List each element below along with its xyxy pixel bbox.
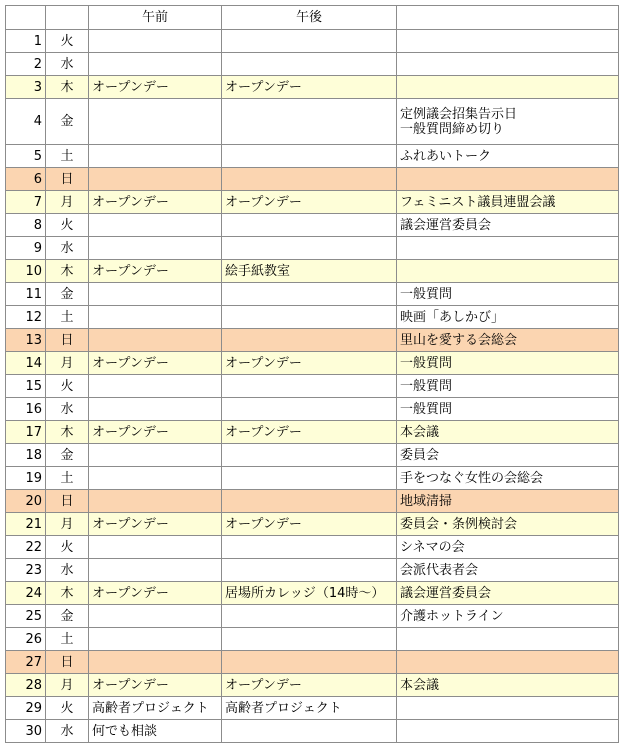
notes-cell: 一般質問 [397, 375, 619, 398]
notes-cell [397, 628, 619, 651]
table-row [6, 145, 619, 168]
table-row [6, 628, 619, 651]
morning-cell [89, 605, 222, 628]
day-cell: 15 [6, 375, 46, 398]
weekday-cell: 日 [46, 651, 89, 674]
afternoon-cell [222, 720, 397, 743]
morning-cell [89, 628, 222, 651]
table-row [6, 467, 619, 490]
weekday-cell: 水 [46, 237, 89, 260]
table-row [6, 30, 619, 53]
day-cell: 28 [6, 674, 46, 697]
afternoon-cell [222, 306, 397, 329]
day-cell: 23 [6, 559, 46, 582]
table-row [6, 536, 619, 559]
notes-cell: 議会運営委員会 [397, 582, 619, 605]
day-cell: 2 [6, 53, 46, 76]
day-cell: 26 [6, 628, 46, 651]
notes-cell [397, 697, 619, 720]
header-morning: 午前 [89, 6, 222, 30]
morning-cell [89, 398, 222, 421]
weekday-cell: 月 [46, 352, 89, 375]
day-cell: 1 [6, 30, 46, 53]
afternoon-cell [222, 283, 397, 306]
afternoon-cell [222, 145, 397, 168]
table-row [6, 191, 619, 214]
weekday-cell: 木 [46, 260, 89, 283]
notes-cell: 一般質問 [397, 352, 619, 375]
table-row [6, 697, 619, 720]
weekday-cell: 日 [46, 168, 89, 191]
morning-cell [89, 145, 222, 168]
header-row [6, 6, 619, 30]
table-row [6, 375, 619, 398]
morning-cell [89, 306, 222, 329]
day-cell: 3 [6, 76, 46, 99]
morning-cell [89, 99, 222, 145]
weekday-cell: 水 [46, 559, 89, 582]
notes-cell: 本会議 [397, 421, 619, 444]
morning-cell [89, 329, 222, 352]
afternoon-cell: オープンデー [222, 352, 397, 375]
day-cell: 13 [6, 329, 46, 352]
notes-cell [397, 237, 619, 260]
afternoon-cell [222, 329, 397, 352]
weekday-cell: 金 [46, 605, 89, 628]
notes-cell: 本会議 [397, 674, 619, 697]
day-cell: 7 [6, 191, 46, 214]
weekday-cell: 金 [46, 444, 89, 467]
afternoon-cell: オープンデー [222, 191, 397, 214]
afternoon-cell [222, 628, 397, 651]
afternoon-cell [222, 237, 397, 260]
morning-cell [89, 651, 222, 674]
table-row [6, 651, 619, 674]
weekday-cell: 土 [46, 467, 89, 490]
table-row [6, 559, 619, 582]
afternoon-cell [222, 214, 397, 237]
morning-cell: オープンデー [89, 582, 222, 605]
afternoon-cell: 高齢者プロジェクト [222, 697, 397, 720]
notes-cell [397, 651, 619, 674]
notes-cell [397, 30, 619, 53]
schedule-table [5, 5, 619, 743]
afternoon-cell: オープンデー [222, 421, 397, 444]
table-row [6, 168, 619, 191]
header-afternoon: 午後 [222, 6, 397, 30]
morning-cell [89, 237, 222, 260]
afternoon-cell [222, 651, 397, 674]
afternoon-cell [222, 53, 397, 76]
weekday-cell: 金 [46, 99, 89, 145]
morning-cell [89, 168, 222, 191]
notes-cell [397, 76, 619, 99]
afternoon-cell [222, 536, 397, 559]
day-cell: 11 [6, 283, 46, 306]
morning-cell: オープンデー [89, 421, 222, 444]
weekday-cell: 火 [46, 30, 89, 53]
notes-cell: 一般質問 [397, 283, 619, 306]
day-cell: 24 [6, 582, 46, 605]
notes-cell: ふれあいトーク [397, 145, 619, 168]
weekday-cell: 金 [46, 283, 89, 306]
table-row [6, 99, 619, 145]
day-cell: 9 [6, 237, 46, 260]
table-row [6, 53, 619, 76]
table-row [6, 398, 619, 421]
day-cell: 19 [6, 467, 46, 490]
header-notes [397, 6, 619, 30]
notes-cell: 委員会・条例検討会 [397, 513, 619, 536]
weekday-cell: 月 [46, 513, 89, 536]
notes-cell [397, 168, 619, 191]
table-row [6, 283, 619, 306]
notes-cell: シネマの会 [397, 536, 619, 559]
weekday-cell: 日 [46, 490, 89, 513]
afternoon-cell [222, 467, 397, 490]
morning-cell: オープンデー [89, 191, 222, 214]
table-row [6, 720, 619, 743]
afternoon-cell [222, 559, 397, 582]
notes-cell: 委員会 [397, 444, 619, 467]
notes-cell: 里山を愛する会総会 [397, 329, 619, 352]
weekday-cell: 日 [46, 329, 89, 352]
table-row [6, 444, 619, 467]
day-cell: 27 [6, 651, 46, 674]
notes-cell: 一般質問 [397, 398, 619, 421]
day-cell: 29 [6, 697, 46, 720]
morning-cell [89, 444, 222, 467]
weekday-cell: 火 [46, 375, 89, 398]
weekday-cell: 水 [46, 720, 89, 743]
day-cell: 10 [6, 260, 46, 283]
morning-cell: オープンデー [89, 674, 222, 697]
weekday-cell: 火 [46, 697, 89, 720]
morning-cell [89, 283, 222, 306]
afternoon-cell: オープンデー [222, 76, 397, 99]
day-cell: 5 [6, 145, 46, 168]
day-cell: 22 [6, 536, 46, 559]
header-weekday [46, 6, 89, 30]
table-row [6, 421, 619, 444]
notes-cell: 会派代表者会 [397, 559, 619, 582]
afternoon-cell [222, 444, 397, 467]
weekday-cell: 土 [46, 306, 89, 329]
table-row [6, 214, 619, 237]
table-row [6, 306, 619, 329]
weekday-cell: 月 [46, 674, 89, 697]
table-row [6, 674, 619, 697]
afternoon-cell: 絵手紙教室 [222, 260, 397, 283]
day-cell: 14 [6, 352, 46, 375]
table-row [6, 582, 619, 605]
day-cell: 16 [6, 398, 46, 421]
afternoon-cell [222, 99, 397, 145]
afternoon-cell [222, 30, 397, 53]
morning-cell: オープンデー [89, 513, 222, 536]
notes-cell [397, 53, 619, 76]
weekday-cell: 火 [46, 214, 89, 237]
weekday-cell: 木 [46, 582, 89, 605]
morning-cell [89, 375, 222, 398]
morning-cell [89, 53, 222, 76]
notes-cell [397, 260, 619, 283]
day-cell: 18 [6, 444, 46, 467]
table-row [6, 352, 619, 375]
table-row [6, 513, 619, 536]
table-row [6, 76, 619, 99]
weekday-cell: 火 [46, 536, 89, 559]
notes-cell: 手をつなぐ女性の会総会 [397, 467, 619, 490]
morning-cell: 何でも相談 [89, 720, 222, 743]
morning-cell: 高齢者プロジェクト [89, 697, 222, 720]
afternoon-cell [222, 168, 397, 191]
table-row [6, 329, 619, 352]
morning-cell [89, 536, 222, 559]
notes-cell: フェミニスト議員連盟会議 [397, 191, 619, 214]
morning-cell: オープンデー [89, 76, 222, 99]
morning-cell: オープンデー [89, 260, 222, 283]
afternoon-cell [222, 490, 397, 513]
afternoon-cell: オープンデー [222, 513, 397, 536]
morning-cell [89, 467, 222, 490]
morning-cell [89, 490, 222, 513]
table-row [6, 605, 619, 628]
weekday-cell: 土 [46, 628, 89, 651]
afternoon-cell [222, 605, 397, 628]
afternoon-cell [222, 375, 397, 398]
notes-cell: 介護ホットライン [397, 605, 619, 628]
day-cell: 17 [6, 421, 46, 444]
morning-cell [89, 214, 222, 237]
table-row [6, 237, 619, 260]
day-cell: 21 [6, 513, 46, 536]
day-cell: 30 [6, 720, 46, 743]
day-cell: 8 [6, 214, 46, 237]
day-cell: 25 [6, 605, 46, 628]
weekday-cell: 土 [46, 145, 89, 168]
afternoon-cell [222, 398, 397, 421]
day-cell: 20 [6, 490, 46, 513]
afternoon-cell: 居場所カレッジ（14時～） [222, 582, 397, 605]
afternoon-cell: オープンデー [222, 674, 397, 697]
header-day [6, 6, 46, 30]
day-cell: 12 [6, 306, 46, 329]
day-cell: 6 [6, 168, 46, 191]
weekday-cell: 月 [46, 191, 89, 214]
table-row [6, 490, 619, 513]
weekday-cell: 木 [46, 76, 89, 99]
table-row [6, 260, 619, 283]
morning-cell [89, 30, 222, 53]
weekday-cell: 水 [46, 398, 89, 421]
morning-cell [89, 559, 222, 582]
notes-cell [397, 720, 619, 743]
notes-cell: 議会運営委員会 [397, 214, 619, 237]
weekday-cell: 木 [46, 421, 89, 444]
weekday-cell: 水 [46, 53, 89, 76]
notes-cell: 映画「あしかび」 [397, 306, 619, 329]
day-cell: 4 [6, 99, 46, 145]
schedule-body [6, 6, 619, 743]
morning-cell: オープンデー [89, 352, 222, 375]
notes-cell: 地域清掃 [397, 490, 619, 513]
notes-cell: 定例議会招集告示日 一般質問締め切り [397, 99, 619, 145]
